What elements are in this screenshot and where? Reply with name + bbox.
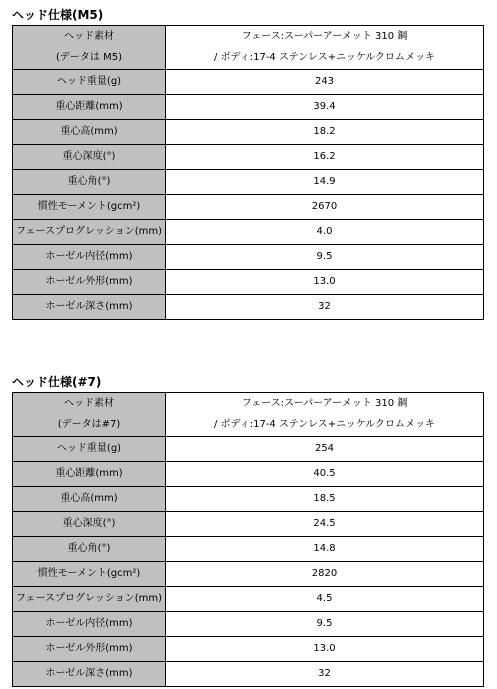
row-value: 14.9 — [166, 170, 484, 195]
row-label: フェースプログレッション(mm) — [13, 587, 166, 612]
table-row — [13, 537, 484, 562]
table-row — [13, 637, 484, 662]
row-label: ホーゼル内径(mm) — [13, 612, 166, 637]
table-row — [13, 437, 484, 462]
row-value: 243 — [166, 70, 484, 95]
row-label: 重心距離(mm) — [13, 462, 166, 487]
row-value: 9.5 — [166, 245, 484, 270]
row-label: 慣性モーメント(gcm²) — [13, 562, 166, 587]
table-row — [13, 26, 484, 48]
table-row — [13, 145, 484, 170]
material-value: フェース:スーパーアーメット 310 鋼 — [166, 26, 484, 48]
table-row — [13, 48, 484, 70]
table-row — [13, 487, 484, 512]
row-label: ヘッド重量(g) — [13, 70, 166, 95]
row-value: 254 — [166, 437, 484, 462]
table-row — [13, 587, 484, 612]
material-label: ヘッド素材 — [13, 393, 166, 415]
row-label: 重心高(mm) — [13, 120, 166, 145]
row-label: フェースプログレッション(mm) — [13, 220, 166, 245]
row-label: ホーゼル深さ(mm) — [13, 295, 166, 320]
row-value: 40.5 — [166, 462, 484, 487]
row-label: 重心高(mm) — [13, 487, 166, 512]
material-value-body: / ボディ:17-4 ステンレス+ニッケルクロムメッキ — [166, 48, 484, 70]
row-value: 32 — [166, 662, 484, 687]
row-value: 32 — [166, 295, 484, 320]
row-value: 2670 — [166, 195, 484, 220]
table-row — [13, 562, 484, 587]
row-label: ヘッド重量(g) — [13, 437, 166, 462]
row-value: 16.2 — [166, 145, 484, 170]
row-value: 18.5 — [166, 487, 484, 512]
table-row — [13, 70, 484, 95]
row-value: 4.0 — [166, 220, 484, 245]
material-label: ヘッド素材 — [13, 26, 166, 48]
row-label: ホーゼル外形(mm) — [13, 270, 166, 295]
table-row — [13, 95, 484, 120]
table-row — [13, 195, 484, 220]
spec-table — [12, 392, 484, 687]
row-label: ホーゼル外形(mm) — [13, 637, 166, 662]
material-value: フェース:スーパーアーメット 310 鋼 — [166, 393, 484, 415]
table-row — [13, 270, 484, 295]
spec-section-m5 — [12, 8, 484, 318]
row-value: 14.8 — [166, 537, 484, 562]
spec-section-7 — [12, 375, 484, 685]
table-row — [13, 612, 484, 637]
section-title: ヘッド仕様(M5) — [12, 8, 104, 22]
row-value: 24.5 — [166, 512, 484, 537]
row-value: 13.0 — [166, 270, 484, 295]
row-label: 重心深度(°) — [13, 512, 166, 537]
row-label: 重心角(°) — [13, 170, 166, 195]
row-value: 4.5 — [166, 587, 484, 612]
table-row — [13, 220, 484, 245]
table-row — [13, 512, 484, 537]
spec-table — [12, 25, 484, 320]
section-title: ヘッド仕様(#7) — [12, 375, 102, 389]
material-label-note: (データは#7) — [13, 415, 166, 437]
table-row — [13, 462, 484, 487]
row-value: 9.5 — [166, 612, 484, 637]
row-label: 慣性モーメント(gcm²) — [13, 195, 166, 220]
row-label: ホーゼル内径(mm) — [13, 245, 166, 270]
table-row — [13, 662, 484, 687]
row-label: 重心深度(°) — [13, 145, 166, 170]
table-row — [13, 393, 484, 415]
table-row — [13, 245, 484, 270]
material-label-note: (データは M5) — [13, 48, 166, 70]
row-label: 重心角(°) — [13, 537, 166, 562]
table-row — [13, 295, 484, 320]
row-value: 18.2 — [166, 120, 484, 145]
row-value: 2820 — [166, 562, 484, 587]
row-value: 39.4 — [166, 95, 484, 120]
row-label: 重心距離(mm) — [13, 95, 166, 120]
row-label: ホーゼル深さ(mm) — [13, 662, 166, 687]
table-row — [13, 120, 484, 145]
table-row — [13, 415, 484, 437]
row-value: 13.0 — [166, 637, 484, 662]
material-value-body: / ボディ:17-4 ステンレス+ニッケルクロムメッキ — [166, 415, 484, 437]
table-row — [13, 170, 484, 195]
